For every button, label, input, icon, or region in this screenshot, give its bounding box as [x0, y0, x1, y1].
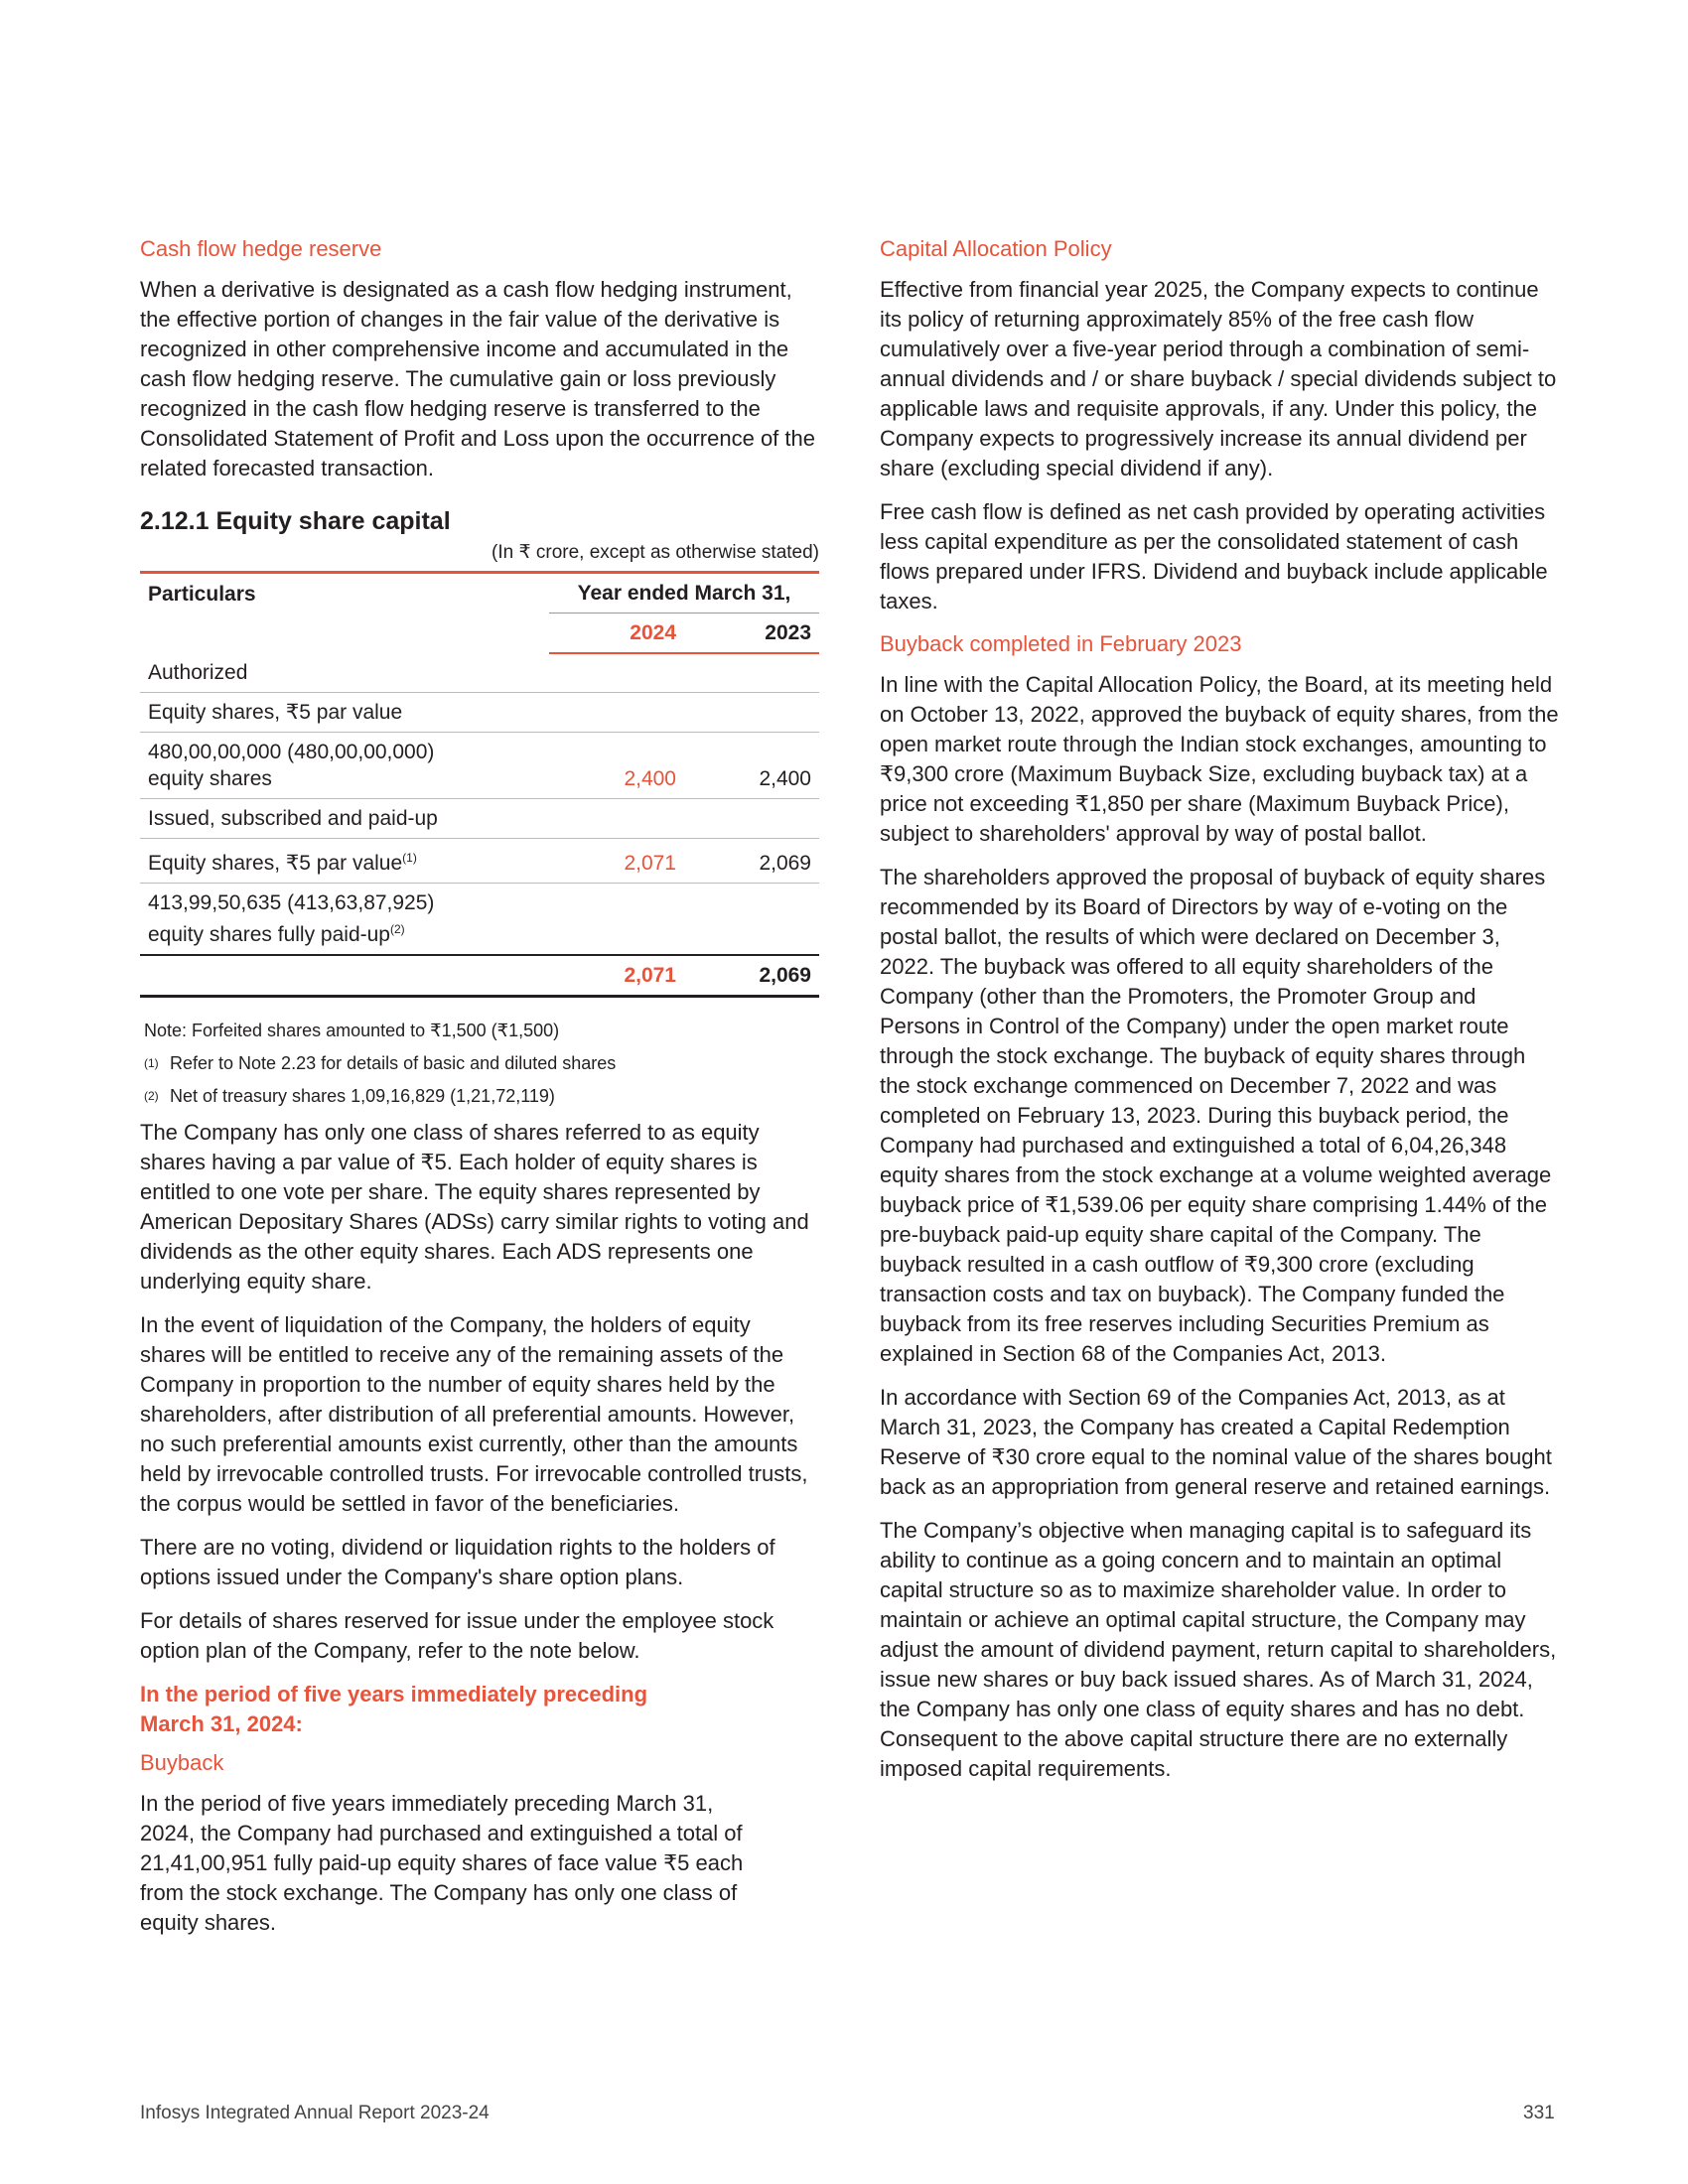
table-notes	[144, 1020, 819, 1107]
col-2024: 2024	[549, 614, 684, 654]
capital-allocation-paragraph-2: Free cash flow is defined as net cash provided by operating activities less capital expenditure as per the consolidated statement of cash flows prepared under IFRS. Dividend and buyback include applicable taxes.	[880, 499, 1548, 614]
table-row	[140, 693, 819, 733]
table-row	[140, 653, 819, 693]
unit-note: (In ₹ crore, except as otherwise stated)	[492, 542, 819, 563]
buyback-paragraph-2: The shareholders approved the proposal of buyback of equity shares recommended by its Board of Directors by way of e-voting on the postal ballot, the results of which were declared on December 3, 2022. The buyback was offered to all equity shareholders of the Company (other than the Promoters, the Promoter Group and Persons in Control of the Company) under the open market route through the stock exchange. The buyback of equity shares through the stock exchange commenced on December 7, 2022 and was completed on February 13, 2023. During this buyback period, the Company had purchased and extinguished a total of 6,04,26,348 equity shares from the stock exchange at a volume weighted average buyback price of ₹1,539.06 per equity share comprising 1.44% of the pre-buyback paid-up equity share capital of the Company. The buyback resulted in a cash outflow of ₹9,300 crore (excluding transaction costs and tax on buyback). The Company funded the buyback from its free reserves including Securities Premium as explained in Section 68 of the Companies Act, 2013.	[880, 865, 1552, 1366]
equity-share-capital-table	[140, 571, 819, 998]
footnote-ref: (2)	[389, 922, 405, 936]
row-label: Issued, subscribed and paid-up	[140, 799, 549, 839]
footnote-2	[144, 1085, 819, 1107]
table-row	[140, 799, 819, 839]
footnote-2-text: Net of treasury shares 1,09,16,829 (1,21,72,119)	[170, 1086, 555, 1106]
capital-allocation-heading: Capital Allocation Policy	[880, 236, 1112, 261]
value-2023: 2,069	[684, 839, 819, 884]
total-2023: 2,069	[684, 955, 819, 997]
liquidation-paragraph: In the event of liquidation of the Company, the holders of equity shares will be entitled to receive any of the remaining assets of the Company in proportion to the number of equity shares held by the shareholders, after distribution of all preferential amounts. However, no such preferential amounts exist currently, other than the amounts held by irrevocable controlled trusts. For irrevocable controlled trusts, the corpus would be settled in favor of the beneficiaries.	[140, 1312, 808, 1516]
buyback-feb-2023-heading: Buyback completed in February 2023	[880, 631, 1242, 656]
footnote-1-text: Refer to Note 2.23 for details of basic and diluted shares	[170, 1053, 617, 1073]
footnote-1-mark: (1)	[144, 1056, 159, 1070]
buyback-paragraph: In the period of five years immediately preceding March 31, 2024, the Company had purchased and extinguished a total of 21,41,00,951 fully paid-up equity shares of face value ₹5 each from the stock exchange. The Company has only one class of equity shares.	[140, 1791, 744, 1935]
five-year-period-heading: In the period of five years immediately preceding March 31, 2024:	[140, 1682, 648, 1736]
footnote-ref: (1)	[402, 851, 417, 865]
value-2023	[684, 693, 819, 733]
value-2023: 2,400	[684, 733, 819, 799]
table-row	[140, 839, 819, 884]
capital-allocation-paragraph-1: Effective from financial year 2025, the Company expects to continue its policy of returning approximately 85% of the free cash flow cumulatively over a five-year period through a combination of semi-annual dividends and / or share buyback / special dividends subject to applicable laws and requisite approvals, if any. Under this policy, the Company expects to progressively increase its annual dividend per share (excluding special dividend if any).	[880, 277, 1557, 480]
total-row	[140, 955, 819, 997]
cash-flow-hedge-heading: Cash flow hedge reserve	[140, 236, 382, 261]
row-label: 480,00,00,000 (480,00,00,000) equity shares	[140, 733, 549, 799]
buyback-paragraph-1: In line with the Capital Allocation Policy, the Board, at its meeting held on October 13, 2022, approved the buyback of equity shares, from the open market route through the Indian stock exchanges, amounting to ₹9,300 crore (Maximum Buyback Size, excluding buyback tax) at a price not exceeding ₹1,850 per share (Maximum Buyback Price), subject to shareholders' approval by way of postal ballot.	[880, 672, 1559, 846]
col-2023: 2023	[684, 614, 819, 654]
value-2024	[549, 799, 684, 839]
footnote-1	[144, 1052, 819, 1074]
footer-report-title: Infosys Integrated Annual Report 2023-24	[140, 2103, 490, 2123]
buyback-heading: Buyback	[140, 1750, 224, 1775]
value-2024	[549, 884, 684, 956]
right-column	[880, 235, 1560, 1798]
value-2023	[684, 799, 819, 839]
row-label: Equity shares, ₹5 par value	[140, 693, 549, 733]
equity-class-paragraph: The Company has only one class of shares referred to as equity shares having a par value of ₹5. Each holder of equity shares is entitled to one vote per share. The equity shares represented by American Depositary Shares (ADSs) carry similar rights to voting and dividends as the other equity shares. Each ADS represents one underlying equity share.	[140, 1120, 809, 1294]
left-column	[140, 235, 819, 1952]
cash-flow-hedge-paragraph: When a derivative is designated as a cash flow hedging instrument, the effective portion of changes in the fair value of the derivative is recognized in other comprehensive income and accumulated in the cash flow hedging reserve. The cumulative gain or loss previously recognized in the cash flow hedging reserve is transferred to the Consolidated Statement of Profit and Loss upon the occurrence of the related forecasted transaction.	[140, 277, 815, 480]
equity-share-capital-heading: 2.12.1 Equity share capital	[140, 507, 451, 535]
esop-paragraph: For details of shares reserved for issue under the employee stock option plan of the Company, refer to the note below.	[140, 1608, 774, 1663]
forfeited-note: Note: Forfeited shares amounted to ₹1,500 (₹1,500)	[144, 1021, 560, 1040]
value-2024: 2,400	[549, 733, 684, 799]
options-rights-paragraph: There are no voting, dividend or liquidation rights to the holders of options issued under the Company's share option plans.	[140, 1535, 775, 1589]
table-row	[140, 884, 819, 956]
value-2024	[549, 653, 684, 693]
col-particulars: Particulars	[140, 573, 549, 614]
footnote-2-mark: (2)	[144, 1089, 159, 1103]
capital-management-paragraph: The Company’s objective when managing capital is to safeguard its ability to continue as a going concern and to maintain an optimal capital structure so as to maximize shareholder value. In order to maintain or achieve an optimal capital structure, the Company may adjust the amount of dividend payment, return capital to shareholders, issue new shares or buy back issued shares. As of March 31, 2024, the Company has only one class of equity shares and has no debt. Consequent to the above capital structure there are no externally imposed capital requirements.	[880, 1518, 1557, 1781]
total-2024: 2,071	[549, 955, 684, 997]
table-row	[140, 733, 819, 799]
row-label: Equity shares, ₹5 par value	[148, 852, 403, 875]
value-2023	[684, 884, 819, 956]
col-year-group: Year ended March 31,	[549, 573, 819, 614]
footer-page-number: 331	[1523, 2103, 1555, 2123]
row-label: 413,99,50,635 (413,63,87,925) equity shares fully paid-up	[148, 891, 435, 946]
value-2024: 2,071	[549, 839, 684, 884]
row-label: Authorized	[140, 653, 549, 693]
value-2023	[684, 653, 819, 693]
buyback-paragraph-3: In accordance with Section 69 of the Companies Act, 2013, as at March 31, 2023, the Company has created a Capital Redemption Reserve of ₹30 crore equal to the nominal value of the shares bought back as an appropriation from general reserve and retained earnings.	[880, 1385, 1552, 1499]
value-2024	[549, 693, 684, 733]
